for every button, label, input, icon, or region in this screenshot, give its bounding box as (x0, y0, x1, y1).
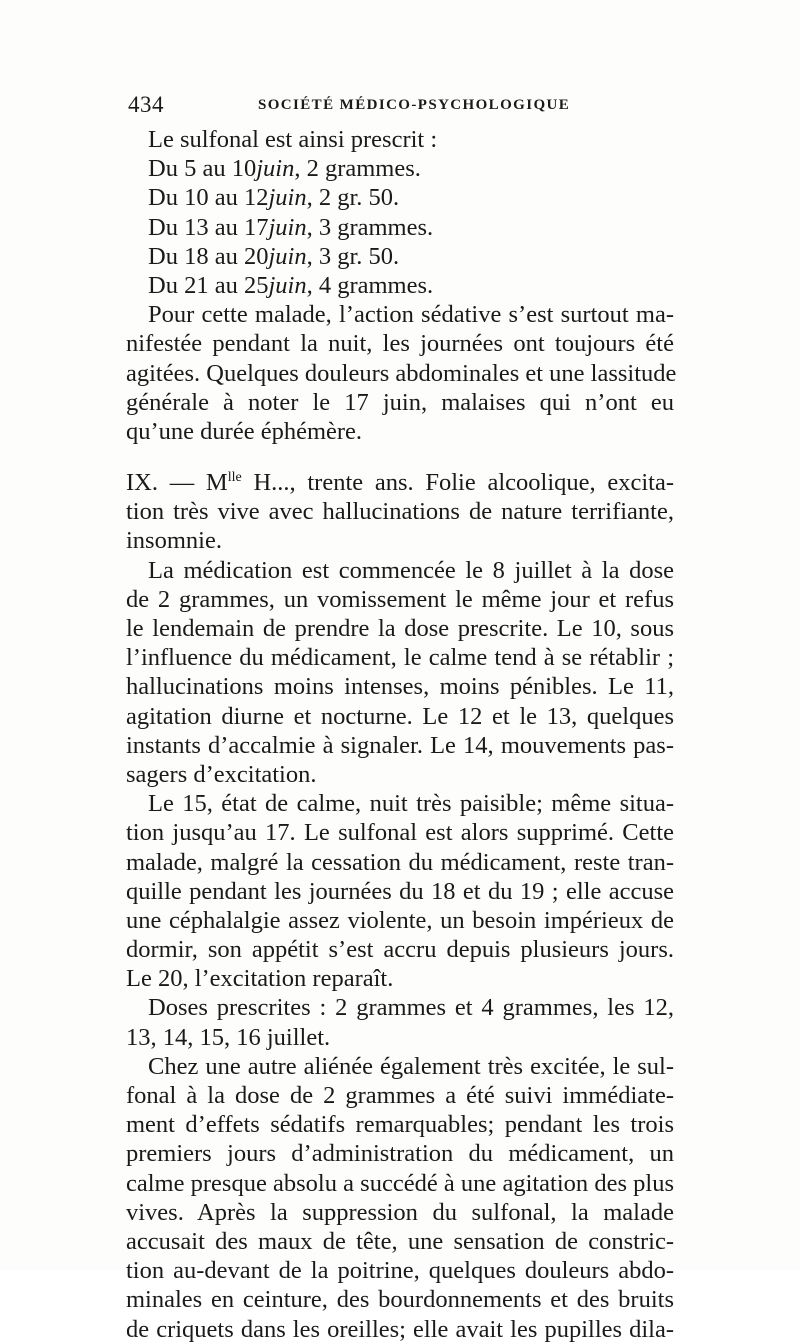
paragraph-line: tion au-devant de la poitrine, quelques douleurs abdo- (126, 1257, 674, 1285)
body-text (126, 125, 677, 1344)
paragraph-line: vives. Après la suppression du sulfonal, la malade (126, 1198, 674, 1226)
paragraph-line: malade, malgré la cessation du médicament, reste tran- (126, 848, 674, 876)
dose-intro: Le sulfonal est ainsi prescrit : (148, 126, 438, 153)
paragraph-gap (126, 446, 674, 468)
dose-row: Du 21 au 25juin, 4 grammes. (148, 271, 434, 299)
paragraph-line: dormir, son appétit s’est accru depuis plusieurs jours. (126, 936, 674, 964)
case-sup: lle (227, 470, 242, 486)
paragraph-line: générale à noter le 17 juin, malaises qui n’ont eu (126, 388, 674, 416)
paragraph-line: calme presque absolu a succédé à une agitation des plus (126, 1169, 674, 1197)
paragraph-line: insomnie. (126, 527, 222, 555)
paragraph-line: 13, 14, 15, 16 juillet. (126, 1023, 331, 1051)
paragraph-line: minales en ceinture, des bourdonnements et des bruits (126, 1286, 674, 1314)
paragraph-line: l’influence du médicament, le calme tend à se rétablir ; (126, 644, 674, 672)
paragraph-line: premiers jours d’administration du médicament, un (126, 1140, 674, 1168)
paragraph-line: hallucinations moins intenses, moins pénibles. Le 11, (126, 673, 674, 701)
running-title: SOCIÉTÉ MÉDICO-PSYCHOLOGIQUE (258, 97, 571, 113)
paragraph-line: le lendemain de prendre la dose prescrite. Le 10, sous (126, 615, 674, 642)
paragraph-line: quille pendant les journées du 18 et du 19 ; elle accuse (126, 877, 674, 905)
paragraph-line: Le 20, l’excitation reparaît. (126, 965, 394, 993)
paragraph-line: de criquets dans les oreilles; elle avait les pupilles dila- (126, 1315, 674, 1343)
paragraph-line: fonal à la dose de 2 grammes a été suivi immédiate- (126, 1082, 674, 1109)
paragraph-line: agitées. Quelques douleurs abdominales et une lassitude (126, 359, 677, 387)
paragraph-line: une céphalalgie assez violente, un besoin impérieux de (126, 906, 674, 934)
paragraph-line: sagers d’excitation. (126, 760, 317, 788)
paragraph-line: nifestée pendant la nuit, les journées ont toujours été (126, 330, 674, 358)
paragraph-line: ment d’effets sédatifs remarquables; pendant les trois (126, 1111, 674, 1139)
page-header (128, 92, 673, 122)
paragraph-line: Chez une autre aliénée également très excitée, le sul- (148, 1052, 674, 1080)
dose-row: Du 10 au 12juin, 2 gr. 50. (148, 184, 400, 212)
paragraph-line: instants d’accalmie à signaler. Le 14, mouvements pas- (126, 731, 674, 759)
dose-row: Du 18 au 20juin, 3 gr. 50. (148, 242, 400, 270)
paragraph-line: tion très vive avec hallucinations de nature terrifiante, (126, 498, 674, 526)
dose-row: Du 13 au 17juin, 3 grammes. (148, 213, 434, 241)
paragraph-line: qu’une durée éphémère. (126, 417, 363, 445)
dose-row: Du 5 au 10juin, 2 grammes. (148, 155, 421, 183)
paragraph-line: Pour cette malade, l’action sédative s’est surtout ma- (148, 301, 674, 329)
case-heading: IX. — $M^{lle}$ H..., trente ans. Folie alcoolique, excita- (126, 469, 674, 497)
paragraph-line: Doses prescrites : 2 grammes et 4 grammes, les 12, (148, 994, 674, 1022)
paragraph-line: Le 15, état de calme, nuit très paisible; même situa- (148, 790, 674, 818)
paragraph-line: tion jusqu’au 17. Le sulfonal est alors supprimé. Cette (126, 819, 674, 847)
paragraph-line: agitation diurne et nocturne. Le 12 et le 13, quelques (126, 702, 674, 730)
paragraph-line: de 2 grammes, un vomissement le même jour et refus (126, 585, 674, 613)
paragraph-line: accusait des maux de tête, une sensation de constric- (126, 1227, 674, 1255)
page-number: 434 (128, 92, 164, 117)
paragraph-line: La médication est commencée le 8 juillet à la dose (148, 556, 674, 584)
